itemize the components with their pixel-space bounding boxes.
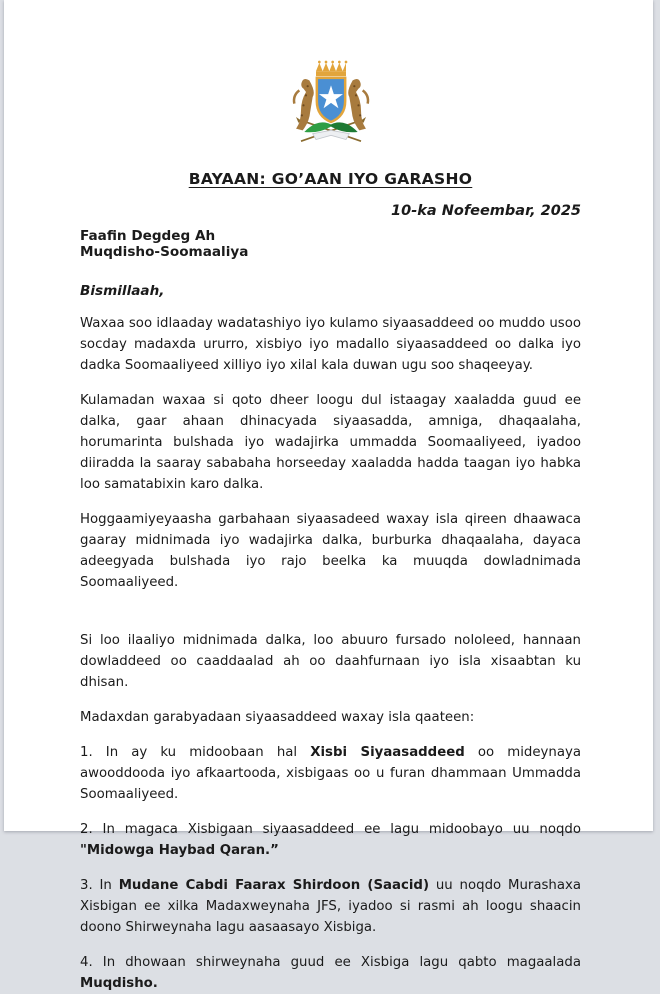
release-type: Faafin Degdeg Ah: [80, 228, 216, 244]
paragraph-1: Waxaa soo idlaaday wadatashiyo iyo kulamo siyaasaddeed oo muddo usoo socday madaxda ururro, xisbiyo iyo madallo siyaasaddeed oo dalka iyo dadka Soomaaliyeed xilliyo iyo xilal kala duwan ugu soo shaqeeyay.: [80, 316, 581, 373]
resolution-item-2: 2. In magaca Xisbigaan siyaasaddeed ee lagu midoobayo uu noqdo "Midowga Haybad Qaran.”: [80, 822, 581, 858]
paragraph-3: Hoggaamiyeyaasha garbahaan siyaasadeed waxay isla qireen dhaawaca gaaray midnimada iyo wadajirka dalka, burburka dhaqaalaha, dayaca adeegyada bulshada iyo rajo beelka ka muuqda dowladnimada Soomaaliyeed.: [80, 512, 581, 590]
emblem-container: [80, 0, 581, 150]
salutation: Bismillaah,: [80, 283, 165, 299]
ribbon-icon: [312, 130, 349, 139]
paragraph-5: Madaxdan garabyadaan siyaasaddeed waxay isla qaateen:: [80, 710, 475, 725]
crown-icon: [316, 61, 347, 76]
document-page: [4, 0, 653, 991]
resolution-item-4: 4. In dhowaan shirweynaha guud ee Xisbiga lagu qabto magaalada Muqdisho.: [80, 955, 581, 991]
leopard-right-icon: [348, 79, 368, 130]
leopard-left-icon: [294, 79, 314, 130]
release-header: [80, 229, 581, 260]
document-title: BAYAAN: GO’AAN IYO GARASHO: [188, 170, 473, 188]
paragraph-2: Kulamadan waxaa si qoto dheer loogu dul istaagay xaaladda guud ee dalka, gaar ahaan dhinacyada siyaasadda, amniga, dhaqaalaha, horumarinta bulshada iyo wadajirka ummadda Soomaaliyeed, iyadoo diiradda la saaray sababaha horseeday xaaladda hadda taagan iyo habka loo samatabixin karo dalka.: [80, 393, 581, 492]
document-content: [4, 0, 653, 994]
somalia-coat-of-arms-icon: [281, 58, 381, 146]
dateline: 10-ka Nofeembar, 2025: [391, 203, 581, 219]
shield-icon: [316, 78, 344, 122]
resolution-item-1: 1. In ay ku midoobaan hal Xisbi Siyaasaddeed oo mideynaya awooddooda iyo afkaartooda, xisbigaas oo u furan dhammaan Ummadda Soomaaliyeed.: [80, 745, 581, 802]
release-location: Muqdisho-Soomaaliya: [80, 243, 249, 260]
resolution-item-3: 3. In Mudane Cabdi Faarax Shirdoon (Saacid) uu noqdo Murashaxa Xisbigan ee xilka Madaxweynaha JFS, iyadoo si rasmi ah loogu shaacin doono Shirweynaha lagu aasaasayo Xisbiga.: [80, 878, 582, 935]
paragraph-4: Si loo ilaaliyo midnimada dalka, loo abuuro fursado nololeed, hannaan dowladdeed oo caaddaalad ah oo daahfurnaan iyo isla xisaabtan ku dhisan.: [80, 633, 581, 690]
